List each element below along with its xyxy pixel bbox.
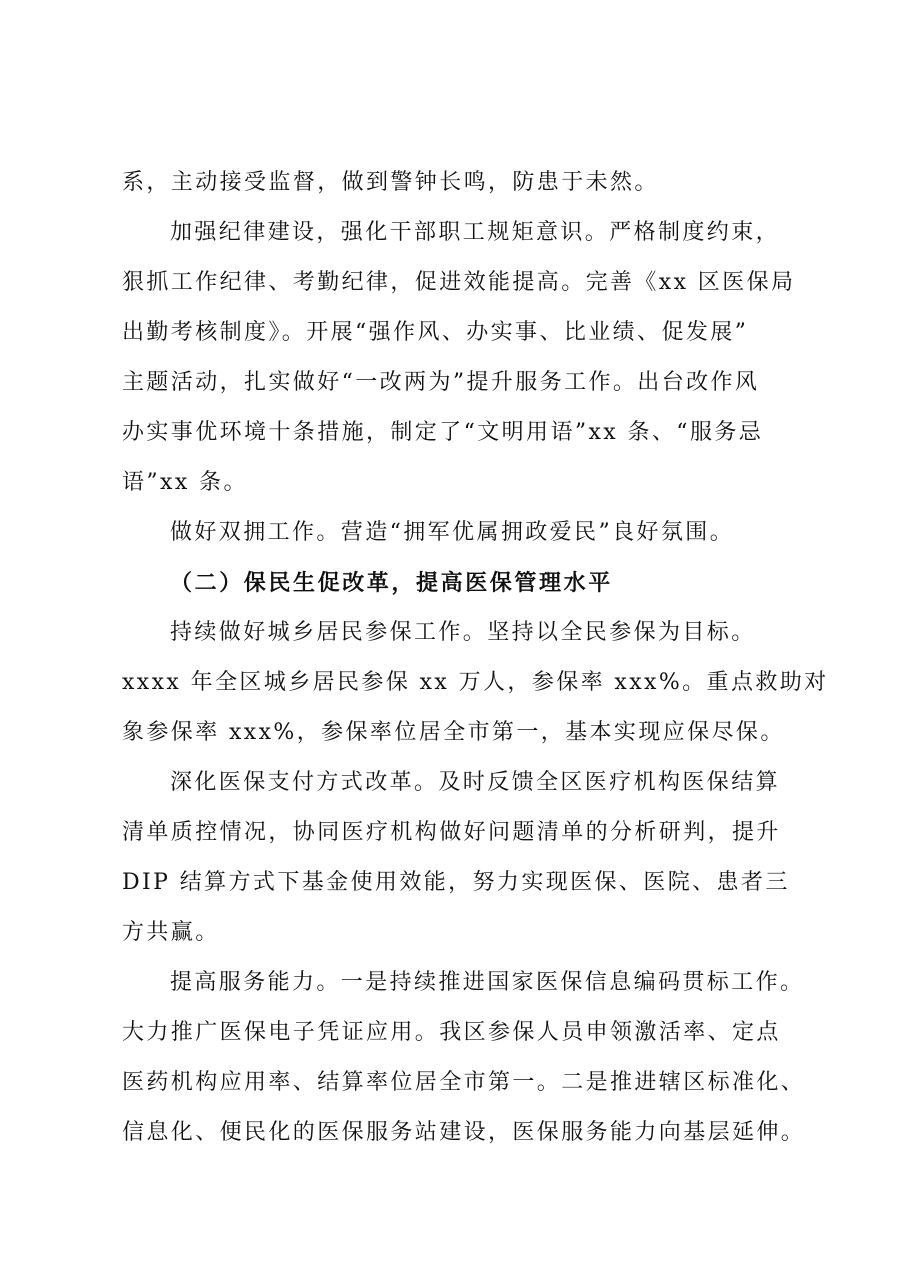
- paragraph-first-line: 持续做好城乡居民参保工作。坚持以全民参保为目标。: [170, 620, 756, 645]
- paragraph-first-line: 做好双拥工作。营造“拥军优属拥政爱民”良好氛围。: [170, 520, 735, 545]
- text-line: 象参保率 xxx%，参保率位居全市第一，基本实现应保尽保。: [122, 720, 785, 745]
- text-line: 出勤考核制度》。开展“强作风、办实事、比业绩、促发展”: [122, 320, 749, 345]
- text-line: 医药机构应用率、结算率位居全市第一。二是推进辖区标准化、: [122, 1070, 806, 1095]
- text-line: 信息化、便民化的医保服务站建设，医保服务能力向基层延伸。: [122, 1120, 806, 1145]
- text-line: 语”xx 条。: [122, 470, 248, 495]
- text-line: 狠抓工作纪律、考勤纪律，促进效能提高。完善《xx 区医保局: [122, 270, 796, 295]
- paragraph-first-line: 深化医保支付方式改革。及时反馈全区医疗机构医保结算: [170, 770, 781, 795]
- text-line: 系，主动接受监督，做到警钟长鸣，防患于未然。: [122, 170, 659, 195]
- paragraph-first-line: 提高服务能力。一是持续推进国家医保信息编码贯标工作。: [170, 970, 805, 995]
- paragraph-first-line: 加强纪律建设，强化干部职工规矩意识。严格制度约束，: [170, 220, 781, 245]
- text-line: 清单质控情况，协同医疗机构做好问题清单的分析研判，提升: [122, 820, 781, 845]
- section-heading: （二）保民生促改革，提高医保管理水平: [170, 570, 613, 596]
- text-line: 办实事优环境十条措施，制定了“文明用语”xx 条、“服务忌: [122, 420, 764, 445]
- text-line: 大力推广医保电子凭证应用。我区参保人员申领激活率、定点: [122, 1020, 781, 1045]
- text-line: DIP 结算方式下基金使用效能，努力实现医保、医院、患者三: [122, 870, 790, 895]
- text-line: 方共赢。: [122, 920, 220, 945]
- text-line: 主题活动，扎实做好“一改两为”提升服务工作。出台改作风: [122, 370, 760, 395]
- text-line: xxxx 年全区城乡居民参保 xx 万人，参保率 xxx%。重点救助对: [122, 670, 829, 695]
